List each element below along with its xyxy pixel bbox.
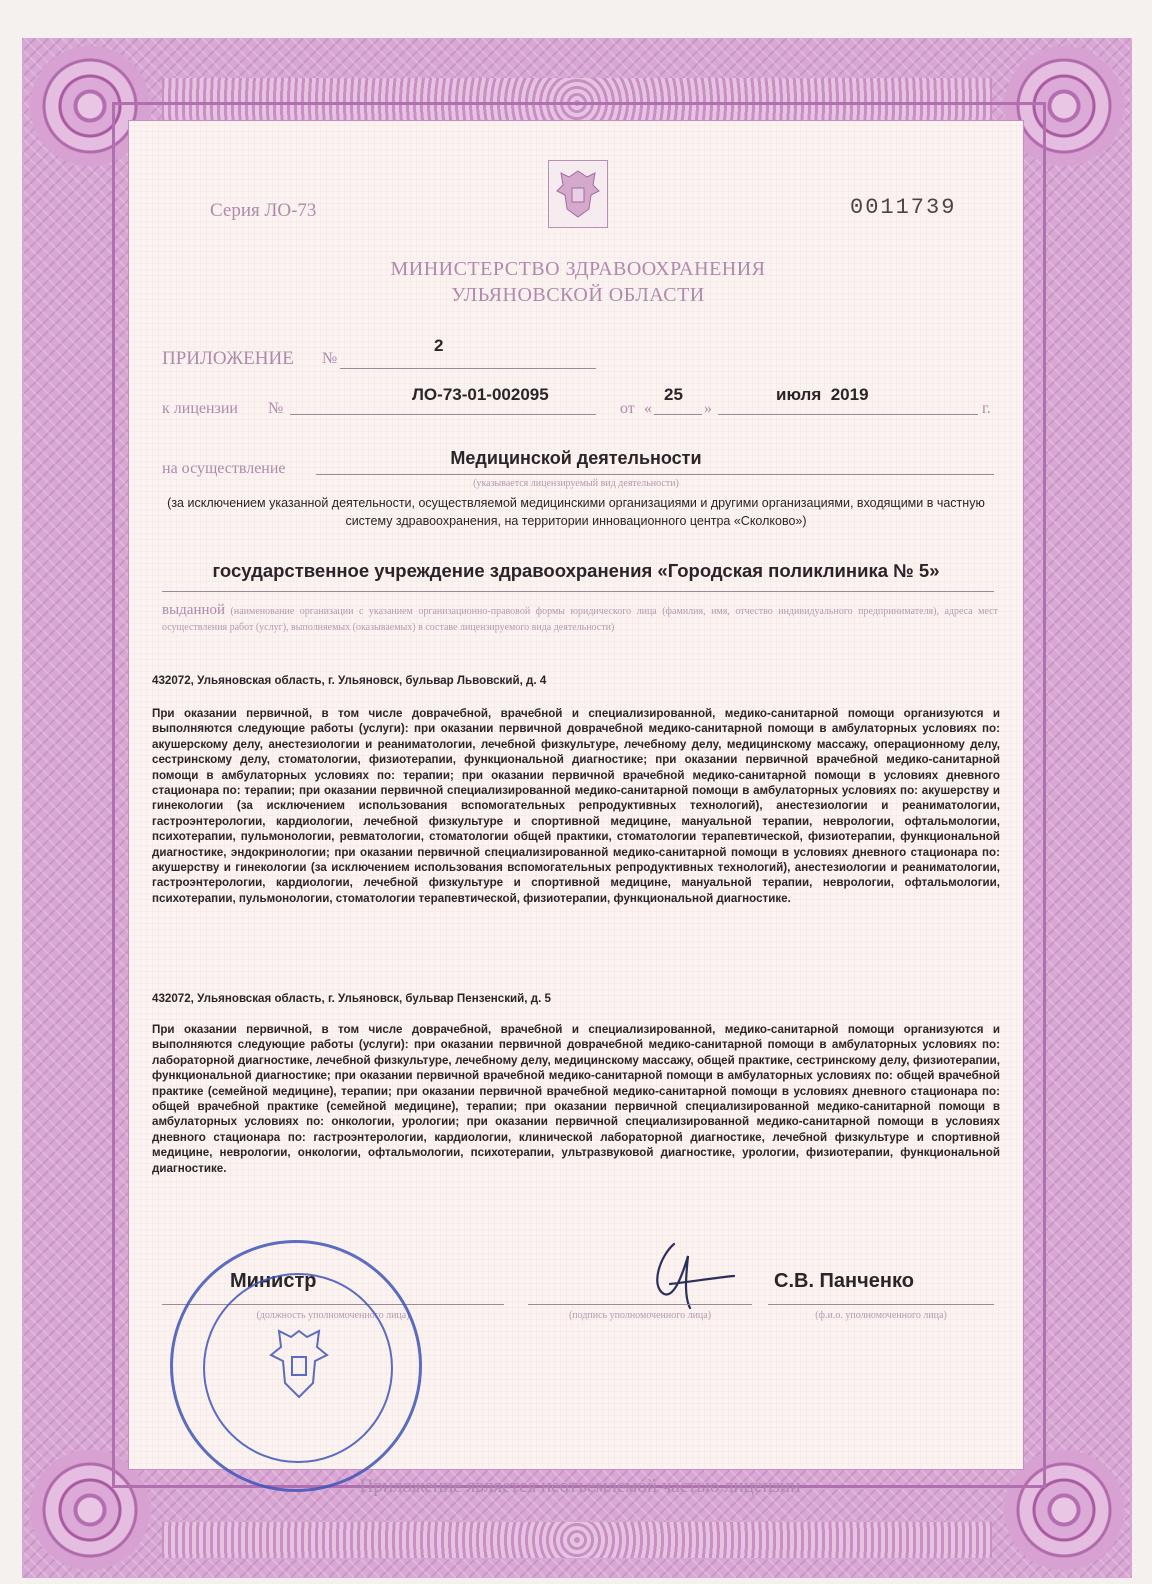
activity-caption: (указывается лицензируемый вид деятельности): [473, 478, 679, 489]
signatory-position: Министр: [230, 1270, 317, 1292]
organization-underline: [162, 591, 994, 592]
license-number-sign: №: [268, 400, 284, 417]
activity-exception-note: (за исключением указанной деятельности, осуществляемой медицинскими организациями и другими организациями, входящими в частную систему здравоохранения, на территории инновационного центра «Сколково»): [167, 496, 985, 528]
license-number-value: ЛО-73-01-002095: [412, 385, 549, 404]
license-day-underline: [654, 414, 702, 415]
license-year-suffix: г.: [982, 400, 991, 417]
appendix-label: ПРИЛОЖЕНИЕ: [162, 348, 294, 369]
series-label: Серия ЛО-73: [210, 200, 317, 221]
signatory-name: С.В. Панченко: [774, 1270, 914, 1292]
license-date-close-quote: »: [704, 400, 712, 417]
ministry-title-line-2: УЛЬЯНОВСКОЙ ОБЛАСТИ: [451, 284, 705, 306]
activity-underline: [316, 474, 994, 475]
name-caption: (ф.и.о. уполномоченного лица): [815, 1310, 947, 1321]
name-underline: [768, 1304, 994, 1305]
license-month-year-underline: [718, 414, 978, 415]
license-date-from-label: от: [620, 400, 635, 417]
seal-eagle-icon: [265, 1323, 333, 1413]
license-day-value: 25: [664, 385, 683, 404]
organization-name: государственное учреждение здравоохранения «Городская поликлиника № 5»: [212, 560, 940, 581]
appendix-number-underline: [340, 368, 596, 369]
bottom-ornament-band: [162, 1522, 992, 1558]
organization-issued-caption: [162, 602, 998, 636]
position-caption: (должность уполномоченного лица): [256, 1310, 410, 1321]
appendix-number-sign: №: [322, 350, 338, 367]
serial-number: 0011739: [850, 195, 957, 220]
license-date-open-quote: «: [644, 400, 652, 417]
site-1-services: При оказании первичной, в том числе доврачебной, врачебной и специализированной, медико-санитарной помощи организуются и выполняются следующие работы (услуги): при оказании первичной доврачебной медико-санитарной помощи в амбулаторных условиях по: акушерскому делу, анестезиологии и реаниматологии, лечебной физкультуре, лечебному делу, медицинскому массажу, операционному делу, сестринскому делу, стоматологии, физиотерапии, функциональной диагностике; при оказании первичной врачебной медико-санитарной помощи в амбулаторных условиях по: терапии; при оказании первичной врачебной медико-санитарной помощи в условиях дневного стационара по: терапии; при оказании первичной специализированной медико-санитарной помощи в амбулаторных условиях по: акушерству и гинекологии (за исключением использования вспомогательных репродуктивных технологий), анестезиологии и реаниматологии, гастроэнтерологии, кардиологии, лечебной физкультуре и спортивной медицине, мануальной терапии, неврологии, офтальмологии, психотерапии, пульмонологии, ревматологии, стоматологии общей практики, стоматологии терапевтической, физиотерапии, функциональной диагностике, эндокринологии; при оказании первичной специализированной медико-санитарной помощи в условиях дневного стационара по: акушерству и гинекологии (за исключением использования вспомогательных репродуктивных технологий), анестезиологии и реаниматологии, гастроэнтерологии, кардиологии, лечебной физкультуре и спортивной медицине, мануальной терапии, неврологии, офтальмологии, психотерапии, пульмонологии, стоматологии терапевтической, физиотерапии, функциональной диагностике.: [152, 707, 1000, 905]
site-1-address: 432072, Ульяновская область, г. Ульяновск, бульвар Львовский, д. 4: [152, 674, 547, 687]
signature-underline: [528, 1304, 752, 1305]
license-month-year-value: июля 2019: [776, 385, 869, 404]
footer-note: Приложение является неотъемлемой частью лицензии: [359, 1476, 801, 1497]
license-label: к лицензии: [162, 400, 238, 417]
license-number-underline: [290, 414, 596, 415]
site-2-address: 432072, Ульяновская область, г. Ульяновск, бульвар Пензенский, д. 5: [152, 992, 551, 1005]
signature-caption: (подпись уполномоченного лица): [568, 1310, 712, 1321]
issued-caption-text: (наименование организации с указанием организационно-правовой формы юридического лица (фамилия, имя, отчество индивидуального предпринимателя), адреса мест осуществления работ (услуг), выполняемых (оказываемых) в составе лицензируемого вида деятельности): [162, 606, 998, 633]
issued-label: выданной: [162, 602, 226, 618]
activity-value: Медицинской деятельности: [450, 448, 702, 468]
site-2-services: При оказании первичной, в том числе доврачебной, врачебной и специализированной, медико-санитарной помощи организуются и выполняются следующие работы (услуги): при оказании первичной доврачебной медико-санитарной помощи в амбулаторных условиях по: лабораторной диагностике, лечебной физкультуре, лечебному делу, медицинскому массажу, общей практике, сестринскому делу, физиотерапии, функциональной диагностике; при оказании первичной врачебной медико-санитарной помощи в амбулаторных условиях по: общей врачебной практике (семейной медицине), терапии; при оказании первичной врачебной медико-санитарной помощи в условиях дневного стационара по: общей врачебной практике (семейной медицине), терапии; при оказании первичной специализированной медико-санитарной помощи в амбулаторных условиях по: онкологии, урологии; при оказании первичной специализированной медико-санитарной помощи в условиях дневного стационара по: гастроэнтерологии, кардиологии, клинической лабораторной диагностике, лечебной физкультуре и спортивной медицине, неврологии, онкологии, офтальмологии, психотерапии, ультразвуковой диагностике, урологии, физиотерапии, функциональной диагностике.: [152, 1023, 1000, 1175]
appendix-number-value: 2: [434, 336, 444, 355]
ministry-title-line-1: МИНИСТЕРСТВО ЗДРАВООХРАНЕНИЯ: [390, 258, 766, 280]
activity-label: на осуществление: [162, 460, 286, 477]
official-seal: [170, 1240, 422, 1492]
coat-of-arms-emblem: [548, 160, 608, 228]
